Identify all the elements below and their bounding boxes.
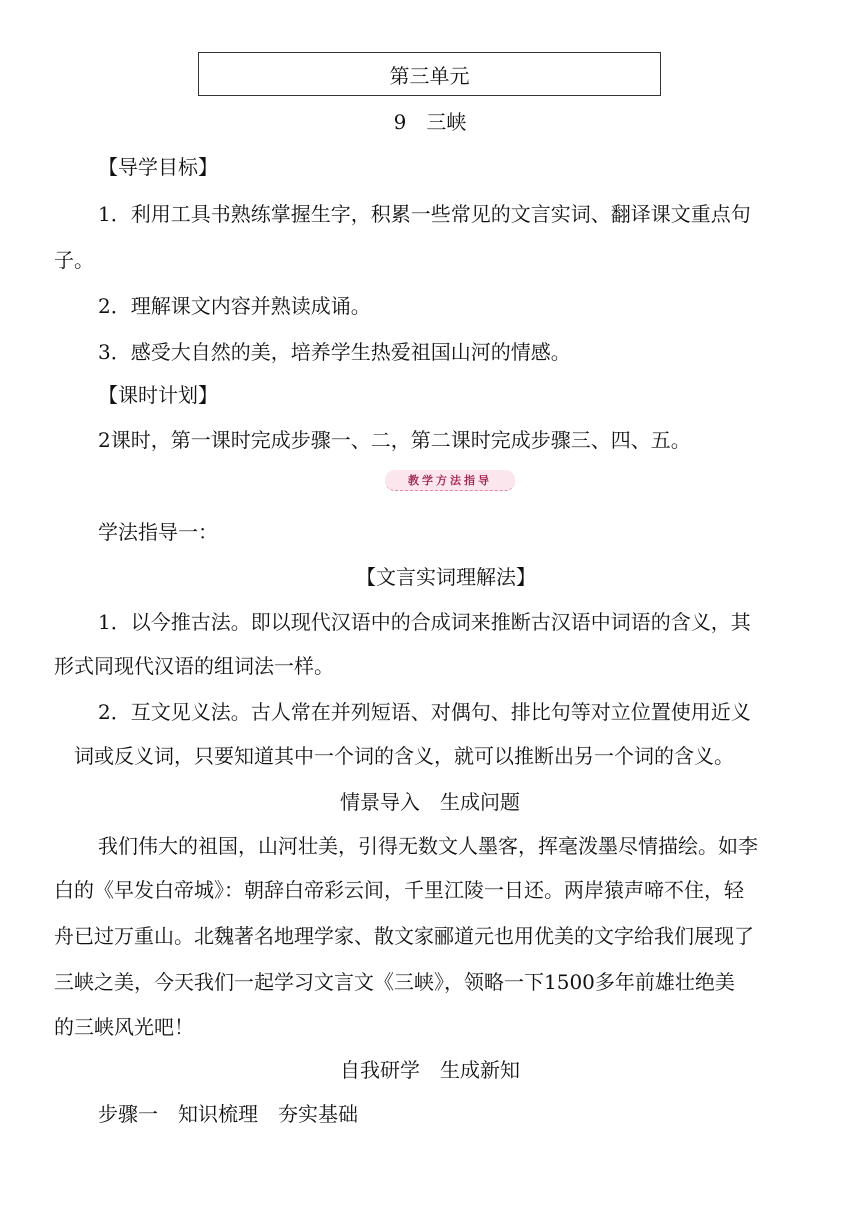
step-one-heading: 步骤一 知识梳理 夯实基础 [98, 1102, 358, 1126]
scene-paragraph-line: 我们伟大的祖国，山河壮美，引得无数文人墨客，挥毫泼墨尽情描绘。如李 [98, 834, 758, 858]
section-heading-plan: 【课时计划】 [98, 383, 218, 407]
method-intro: 学法指导一： [98, 520, 218, 544]
teaching-method-badge: 教学方法指导 [385, 470, 515, 491]
plan-text: 2课时，第一课时完成步骤一、二，第二课时完成步骤三、四、五。 [98, 428, 691, 452]
scene-paragraph-line: 的三峡风光吧！ [54, 1015, 194, 1039]
lesson-title: 9 三峡 [393, 110, 467, 134]
scene-paragraph-line: 三峡之美，今天我们一起学习文言文《三峡》，领略一下1500多年前雄壮绝美 [54, 970, 735, 994]
unit-title-box [198, 52, 661, 96]
scene-paragraph-line: 舟已过万重山。北魏著名地理学家、散文家郦道元也用优美的文字给我们展现了 [54, 924, 754, 948]
scene-paragraph-line: 白的《早发白帝城》：朝辞白帝彩云间，千里江陵一日还。两岸猿声啼不住，轻 [54, 878, 744, 902]
self-study-heading: 自我研学 生成新知 [340, 1058, 520, 1082]
method-line: 形式同现代汉语的组词法一样。 [54, 654, 334, 678]
method-line: 1．以今推古法。即以现代汉语中的合成词来推断古汉语中词语的含义，其 [98, 610, 751, 634]
objective-line: 子。 [54, 248, 94, 272]
method-line: 2．互文见义法。古人常在并列短语、对偶句、排比句等对立位置使用近义 [98, 700, 751, 724]
objective-line: 1．利用工具书熟练掌握生字，积累一些常见的文言实词、翻译课文重点句 [98, 202, 751, 226]
section-heading-objectives: 【导学目标】 [98, 155, 218, 179]
method-title: 【文言实词理解法】 [356, 565, 536, 589]
method-line: 词或反义词，只要知道其中一个词的含义，就可以推断出另一个词的含义。 [74, 744, 734, 768]
objective-line: 2．理解课文内容并熟读成诵。 [98, 294, 371, 318]
unit-title: 第三单元 [389, 63, 470, 88]
objective-line: 3．感受大自然的美，培养学生热爱祖国山河的情感。 [98, 340, 571, 364]
scene-heading: 情景导入 生成问题 [340, 790, 520, 814]
